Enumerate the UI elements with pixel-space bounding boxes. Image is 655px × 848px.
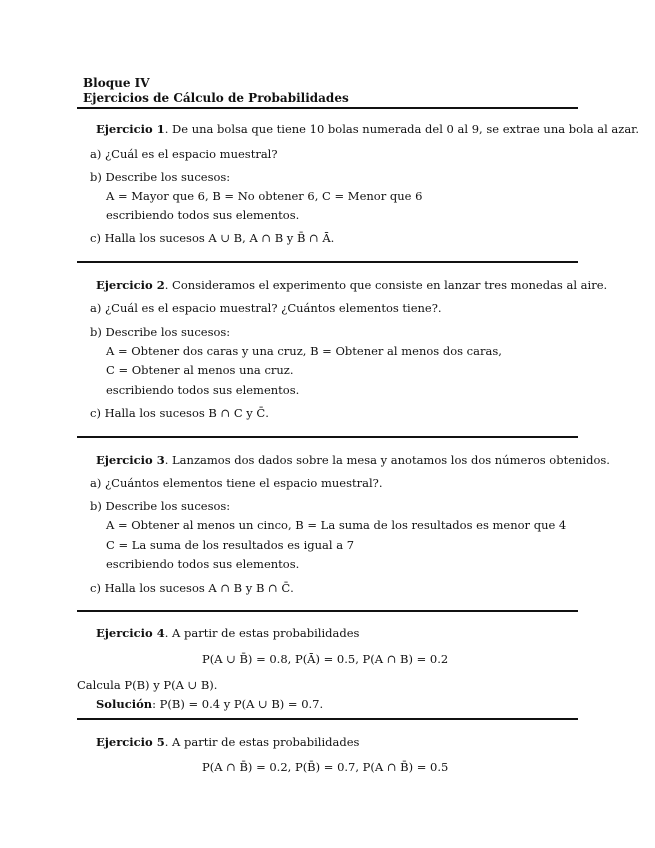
exercise-1-item-b-line2: escribiendo todos sus elementos. (106, 208, 300, 222)
exercise-2-item-b-line2: C = Obtener al menos una cruz. (106, 363, 294, 377)
divider-3 (77, 610, 578, 612)
exercise-4-heading: Ejercicio 4 (96, 626, 165, 640)
exercise-2-item-b-line1: A = Obtener dos caras y una cruz, B = Obtener al menos dos caras, (106, 344, 502, 358)
header-rule (77, 107, 578, 109)
exercise-1-item-a: a) ¿Cuál es el espacio muestral? (90, 147, 278, 161)
exercise-5-statement: Ejercicio 5. A partir de estas probabilidades (96, 735, 360, 749)
exercise-3-item-b-line2: C = La suma de los resultados es igual a 7 (106, 538, 355, 552)
page-title: Ejercicios de Cálculo de Probabilidades (83, 91, 349, 105)
exercise-4-solution-label: Solución (96, 697, 153, 711)
exercise-2-item-b-line3: escribiendo todos sus elementos. (106, 383, 300, 397)
exercise-1-heading: Ejercicio 1 (96, 122, 165, 136)
exercise-3-item-b: b) Describe los sucesos: (90, 499, 231, 513)
exercise-4-solution: Solución: P(B) = 0.4 y P(A ∪ B) = 0.7. (96, 697, 324, 711)
exercise-2-item-b: b) Describe los sucesos: (90, 325, 231, 339)
exercise-5-heading: Ejercicio 5 (96, 735, 165, 749)
exercise-3-item-c: c) Halla los sucesos A ∩ B y B ∩ C̄. (90, 581, 294, 595)
exercise-1-item-b-line1: A = Mayor que 6, B = No obtener 6, C = Menor que 6 (106, 189, 423, 203)
exercise-5-formula: P(A ∩ B̄) = 0.2, P(B̄) = 0.7, P(A ∩ B̄) = 0.5 (202, 760, 449, 774)
exercise-4-statement: Ejercicio 4. A partir de estas probabilidades (96, 626, 360, 640)
exercise-3-heading: Ejercicio 3 (96, 453, 165, 467)
exercise-2-item-c: c) Halla los sucesos B ∩ C y C̄. (90, 406, 269, 420)
exercise-3-item-b-line3: escribiendo todos sus elementos. (106, 557, 300, 571)
exercise-3-item-b-line1: A = Obtener al menos un cinco, B = La suma de los resultados es menor que 4 (106, 518, 567, 532)
exercise-1-statement: Ejercicio 1. De una bolsa que tiene 10 bolas numerada del 0 al 9, se extrae una bola al azar. (96, 122, 640, 136)
block-label: Bloque IV (83, 76, 150, 90)
exercise-3-statement: Ejercicio 3. Lanzamos dos dados sobre la mesa y anotamos los dos números obtenidos. (96, 453, 610, 467)
exercise-2-heading: Ejercicio 2 (96, 278, 165, 292)
divider-4 (77, 718, 578, 720)
exercise-2-statement: Ejercicio 2. Consideramos el experimento que consiste en lanzar tres monedas al aire. (96, 278, 608, 292)
exercise-4-formula: P(A ∪ B̄) = 0.8, P(Ā) = 0.5, P(A ∩ B) = 0.2 (202, 652, 449, 666)
exercise-2-item-a: a) ¿Cuál es el espacio muestral? ¿Cuántos elementos tiene?. (90, 301, 442, 315)
exercise-3-item-a: a) ¿Cuántos elementos tiene el espacio muestral?. (90, 476, 383, 490)
exercise-1-item-c: c) Halla los sucesos A ∪ B, A ∩ B y B̄ ∩ Ā. (90, 231, 335, 245)
exercise-1-item-b: b) Describe los sucesos: (90, 170, 231, 184)
divider-2 (77, 436, 578, 438)
exercise-4-calc: Calcula P(B) y P(A ∪ B). (77, 678, 218, 692)
divider-1 (77, 261, 578, 263)
